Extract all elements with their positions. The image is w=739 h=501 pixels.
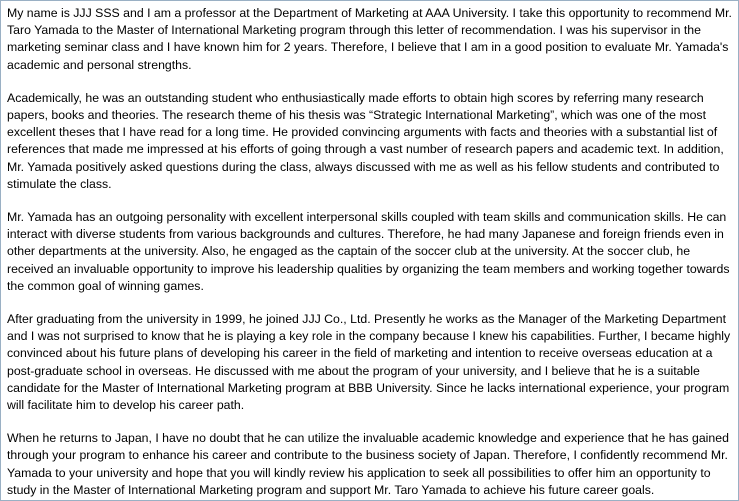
paragraph-4: After graduating from the university in 1999, he joined JJJ Co., Ltd. Presently he works as the Manager of the Marketing Department and I was not surprised to know that he is playing a key role in the company because I knew his capabilities. Further, I became highly convinced about his future plans of developing his career in the field of marketing and intention to receive overseas education at a post-graduate school in overseas. He discussed with me about the program of your university, and I believe that he is a suitable candidate for the Master of International Marketing program at BBB University. Since he lacks international experience, your program will facilitate him to develop his career path. — [7, 312, 731, 413]
paragraph-5: When he returns to Japan, I have no doubt that he can utilize the invaluable academic knowledge and experience that he has gained through your program to enhance his career and contribute to the business society of Japan. Therefore, I confidently recommend Mr. Yamada to your university and hope that you will kindly review his application to seek all possibilities to offer him an opportunity to study in the Master of International Marketing program and support Mr. Taro Yamada to achieve his future career goals. — [7, 431, 729, 497]
paragraph-2: Academically, he was an outstanding student who enthusiastically made efforts to obtain high scores by referring many research papers, books and theories. The research theme of his thesis was “Strategic International Marketing”, which was one of the most excellent theses that I have read for a long time. He provided convincing arguments with facts and theories with a substantial list of references that made me impressed at his efforts of going through a vast number of research papers and academic text. In addition, Mr. Yamada positively asked questions during the class, always discussed with me as well as his fellow students and contributed to stimulate the class. — [7, 90, 724, 191]
paragraph-1: My name is JJJ SSS and I am a professor at the Department of Marketing at AAA University. I take this opportunity to recommend Mr. Taro Yamada to the Master of International Marketing program through this letter of recommendation. I was his supervisor in the marketing seminar class and I have known him for 2 years. Therefore, I believe that I am in a good position to evaluate Mr. Yamada's academic and personal strengths. — [7, 6, 732, 72]
paragraph-3: Mr. Yamada has an outgoing personality with excellent interpersonal skills coupled with team skills and communication skills. He can interact with diverse students from various backgrounds and cultures. Therefore, he had many Japanese and foreign friends even in other departments at the university. Also, he engaged as the captain of the soccer club at the university. At the soccer club, he received an invaluable opportunity to improve his leadership qualities by organizing the team members and working together towards the common goal of winning games. — [7, 210, 730, 293]
letter-body — [7, 5, 732, 499]
